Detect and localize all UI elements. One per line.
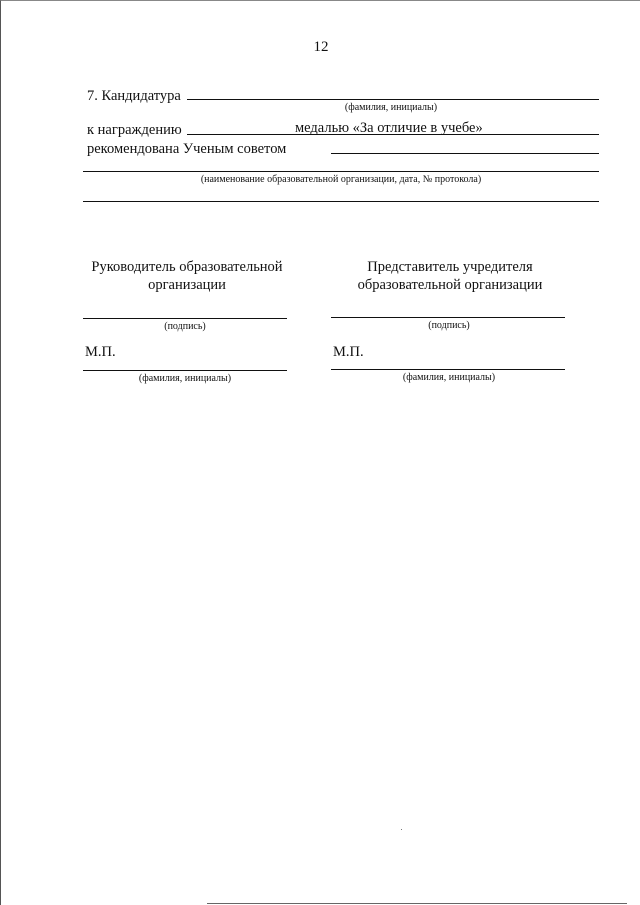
right-name-line: [331, 369, 565, 370]
left-name-caption: (фамилия, инициалы): [138, 373, 232, 384]
candidacy-name-line: [187, 99, 599, 100]
candidacy-name-caption: (фамилия, инициалы): [344, 102, 438, 113]
scan-bottom-edge: [207, 903, 627, 904]
right-signature-caption: (подпись): [428, 320, 470, 331]
left-title-line2: организации: [148, 277, 226, 293]
right-title-line1: Представитель учредителя: [367, 259, 533, 275]
right-name-caption: (фамилия, инициалы): [402, 372, 496, 383]
org-line: [83, 171, 599, 172]
left-signature-caption: (подпись): [164, 321, 206, 332]
left-title-line1: Руководитель образовательной: [91, 259, 283, 275]
recommended-label: рекомендована Ученым советом: [87, 141, 287, 157]
right-signature-line: [331, 317, 565, 318]
right-title-line2: образовательной организации: [357, 277, 543, 293]
award-value: медалью «За отличие в учебе»: [295, 120, 483, 136]
left-stamp-label: М.П.: [85, 344, 116, 360]
recommended-line: [331, 153, 599, 154]
left-signature-line: [83, 318, 287, 319]
candidacy-label: 7. Кандидатура: [87, 88, 181, 104]
page-number: 12: [313, 39, 329, 55]
org-caption: (наименование образовательной организации, дата, № протокола): [200, 174, 482, 185]
right-stamp-label: М.П.: [333, 344, 364, 360]
org-line-second: [83, 201, 599, 202]
scan-speck: [401, 829, 402, 830]
left-name-line: [83, 370, 287, 371]
award-label: к награждению: [87, 122, 182, 138]
